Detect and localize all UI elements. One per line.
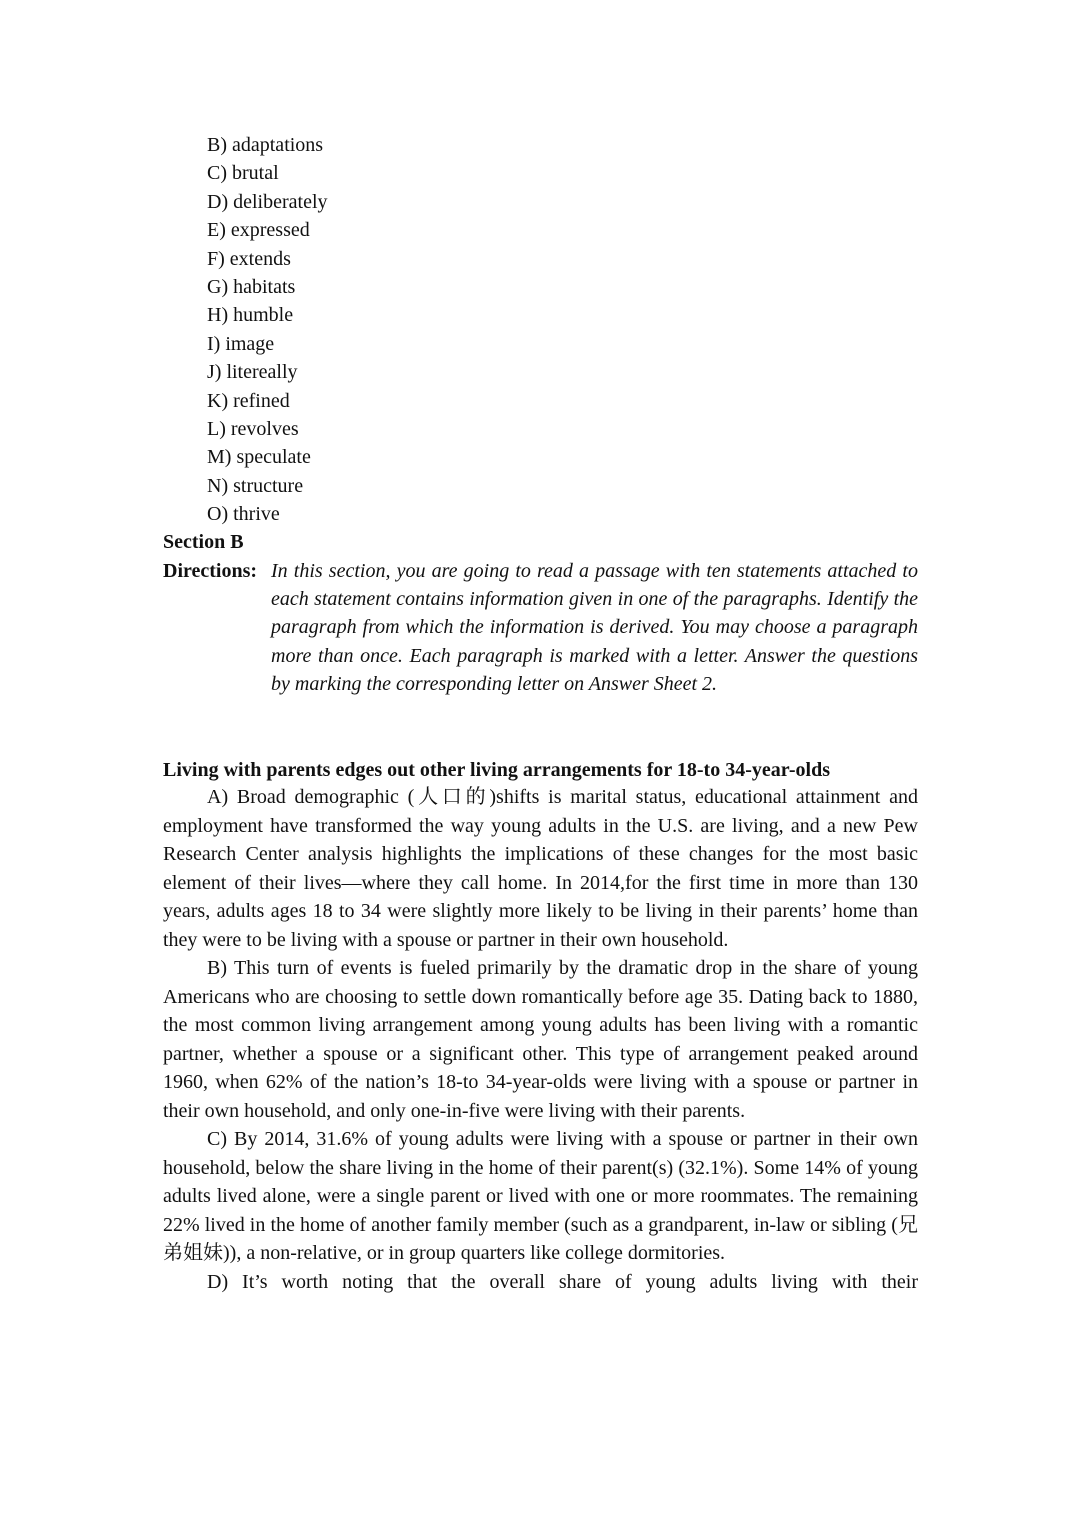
option-item: D) deliberately: [207, 190, 328, 213]
article-body: [163, 783, 918, 1296]
word-bank-options: [207, 131, 328, 529]
paragraph-b: B) This turn of events is fueled primarily by the dramatic drop in the share of young Americans who are choosing to settle down romantically before age 35. Dating back to 1880, the most common living arrangement among young adults has been living with a romantic partner, whether a spouse or a significant other. This type of arrangement peaked around 1960, when 62% of the nation’s 18-to 34-year-olds were living with a spouse or partner in their own household, and only one-in-five were living with their parents.: [163, 957, 918, 1122]
option-item: F) extends: [207, 247, 291, 270]
option-item: L) revolves: [207, 418, 299, 441]
directions-label: Directions:: [163, 560, 258, 582]
option-item: H) humble: [207, 304, 294, 327]
option-item: M) speculate: [207, 446, 311, 469]
directions-text: In this section, you are going to read a passage with ten statements attached to each statement contains information given in one of the paragraphs. Identify the paragraph from which the information is derived. You may choose a paragraph more than once. Each paragraph is marked with a letter. Answer the questions by marking the corresponding letter on Answer Sheet 2.: [271, 560, 918, 695]
section-title: Section B: [163, 531, 244, 553]
option-item: I) image: [207, 332, 275, 355]
paragraph-d: D) It’s worth noting that the overall share of young adults living with their: [207, 1270, 918, 1293]
option-item: K) refined: [207, 389, 290, 412]
option-item: C) brutal: [207, 162, 279, 185]
paragraph-a: A) Broad demographic (人口的)shifts is marital status, educational attainment and employment have transformed the way young adults in the U.S. are living, and a new Pew Research Center analysis highlights the implications of these changes for the most basic element of their lives—where they call home. In 2014,for the first time in more than 130 years, adults ages 18 to 34 were slightly more likely to be living in their parents’ home than they were to be living with a spouse or partner in their own household.: [163, 786, 918, 951]
option-item: J) litereally: [207, 361, 298, 384]
paragraph-c: C) By 2014, 31.6% of young adults were living with a spouse or partner in their own household, below the share living in the home of their parent(s) (32.1%). Some 14% of young adults lived alone, were a single parent or lived with one or more roommates. The remaining 22% lived in the home of another family member (such as a grandparent, in-law or sibling (兄弟姐妹)), a non-relative, or in group quarters like college dormitories.: [163, 1128, 918, 1264]
option-item: E) expressed: [207, 219, 310, 242]
option-item: N) structure: [207, 474, 304, 497]
option-item: O) thrive: [207, 503, 280, 526]
option-item: B) adaptations: [207, 134, 324, 156]
option-item: G) habitats: [207, 276, 296, 299]
article-title: Living with parents edges out other living arrangements for 18-to 34-year-olds: [163, 759, 831, 781]
